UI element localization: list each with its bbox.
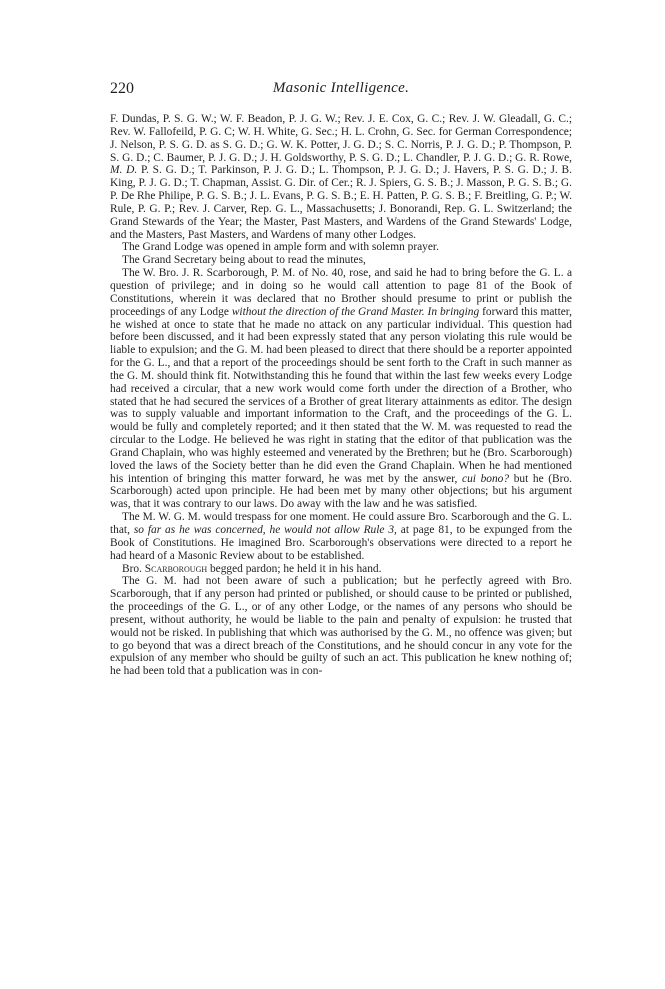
paragraph-attendees	[110, 113, 572, 241]
running-title: Masonic Intelligence.	[272, 80, 410, 96]
text-run: The M. W. G. M. would trespass for one moment. He could assure Bro. Scarborough and the G. L. that,	[110, 511, 572, 536]
paragraph-grand-master-reply	[110, 511, 572, 562]
text-run: Bro.	[122, 562, 145, 575]
paragraph-scarborough-pardon	[110, 563, 572, 576]
text-run: forward this matter, he wished at once to state that he made no attack on any particular individual. This question had before been discussed, and it had been expressly stated that any person violating this rule would be liable to expulsion; and the G. M. had been pleased to direct that there should be a reporter appointed for the G. L., and that a report of the proceedings should be sent forth to the Craft in such manner as the G. M. should think fit. Notwithstanding this he found that within the last few weeks every Lodge had received a circular, that a new work would come forth under the direction of a Brother, who stated that he had secured the services of a Brother of great literary attainments as editor. The design was to supply valuable and important information to the Craft, and the proceedings of the G. L. would be fully and completely reported; and it then stated that the W. M. was requested to read the circular to the Lodge. He believed he was right in stating that the editor of that publication was the Grand Chaplain, who was highly esteemed and venerated by the Brethren; but he (Bro. Scarborough) loved the laws of the Society better than he did even the Grand Chaplain. When he had mentioned his intention of bringing this matter forward, he was met by the answer,	[110, 305, 572, 485]
paragraph-scarborough-speech	[110, 267, 572, 511]
italic-text: so far as he was concerned, he would not allow Rule 3,	[133, 524, 397, 536]
text-run: at page 81, to be expunged from the Book of Constitutions. He imagined Bro. Scarborough's observations were directed to a report he had heard of a Masonic Review about to be established.	[110, 524, 572, 562]
text-run: The Grand Secretary being about to read the minutes,	[122, 254, 366, 267]
text-run: P. S. G. D.; T. Parkinson, P. J. G. D.; L. Thompson, P. J. G. D.; J. Havers, P. S. G. D.; J. B. King, P. J. G. D.; T. Chapman, Assist. G. Dir. of Cer.; R. J. Spiers, G. S. B.; J. Masson, P. G. S. B.; G. P. De Rhe Philipe, P. G. S. B.; J. L. Evans, P. G. S. B.; E. H. Patten, P. G. S. B.; F. Breitling, G. P.; W. Rule, P. G. P.; Rev. J. Carver, Rep. G. L., Massachusetts; J. Bonorandi, Rep. G. L. Switzerland; the Grand Stewards of the Year; the Master, Past Masters, and Wardens of the Grand Stewards' Lodge, and the Masters, Past Masters, and Wardens of many other Lodges.	[110, 164, 572, 241]
text-run: F. Dundas, P. S. G. W.; W. F. Beadon, P. J. G. W.; Rev. J. E. Cox, G. C.; Rev. J. W. Gleadall, G. C.; Rev. W. Fallofeild, P. G. C; W. H. White, G. Sec.; H. L. Crohn, G. Sec. for German Correspondence; J. Nelson, P. S. G. D. as S. G. D.; G. W. K. Potter, J. G. D.; S. C. Norris, P. J. G. D.; P. Thompson, P. S. G. D.; C. Baumer, P. J. G. D.; J. H. Goldsworthy, P. S. G. D.; L. Chandler, P. J. G. D.; G. R. Rowe,	[110, 113, 572, 164]
paragraph-secretary	[110, 254, 572, 267]
body-text	[110, 113, 572, 678]
page-number: 220	[110, 80, 134, 97]
italic-text: cui bono?	[462, 472, 510, 485]
text-run: begged pardon; he held it in his hand.	[207, 562, 382, 575]
text-run: The G. M. had not been aware of such a publication; but he perfectly agreed with Bro. Scarborough, that if any person had printed or published, or should cause to be printed or published, the proceedings of the G. L., or of any other Lodge, or the names of any persons who should be present, without authority, he would be liable to the pain and penalty of expulsion: he trusted that would not be risked. In publishing that which was authorised by the G. M., no offence was given; but to go beyond that was a direct breach of the Constitutions, and he should concur in any vote for the expulsion of any member who should be guilty of such an act. This publication he knew nothing of; he had been told that a publication was in con-	[110, 575, 572, 678]
paragraph-lodge-opened	[110, 241, 572, 254]
italic-text: M. D.	[110, 164, 138, 177]
running-header	[110, 80, 572, 106]
page	[110, 80, 572, 678]
italic-text: without the direction of the Grand Master. In bringing	[231, 305, 480, 318]
text-run: The Grand Lodge was opened in ample form and with solemn prayer.	[122, 241, 439, 254]
text-run: The W. Bro. J. R. Scarborough, P. M. of No. 40, rose, and said he had to bring before the G. L. a question of privilege; and in doing so he would call attention to page 81 of the Book of Constitutions, wherein it was declared that no Brother should presume to print or publish the proceedings of any Lodge	[110, 267, 572, 318]
paragraph-grand-master-final	[110, 575, 572, 678]
text-run: but he (Bro. Scarborough) acted upon principle. He had been met by many other objections; but his argument was, that it was contrary to our laws. Do away with the law and he was satisfied.	[110, 472, 572, 511]
small-caps-name: Scarborough	[144, 562, 208, 575]
